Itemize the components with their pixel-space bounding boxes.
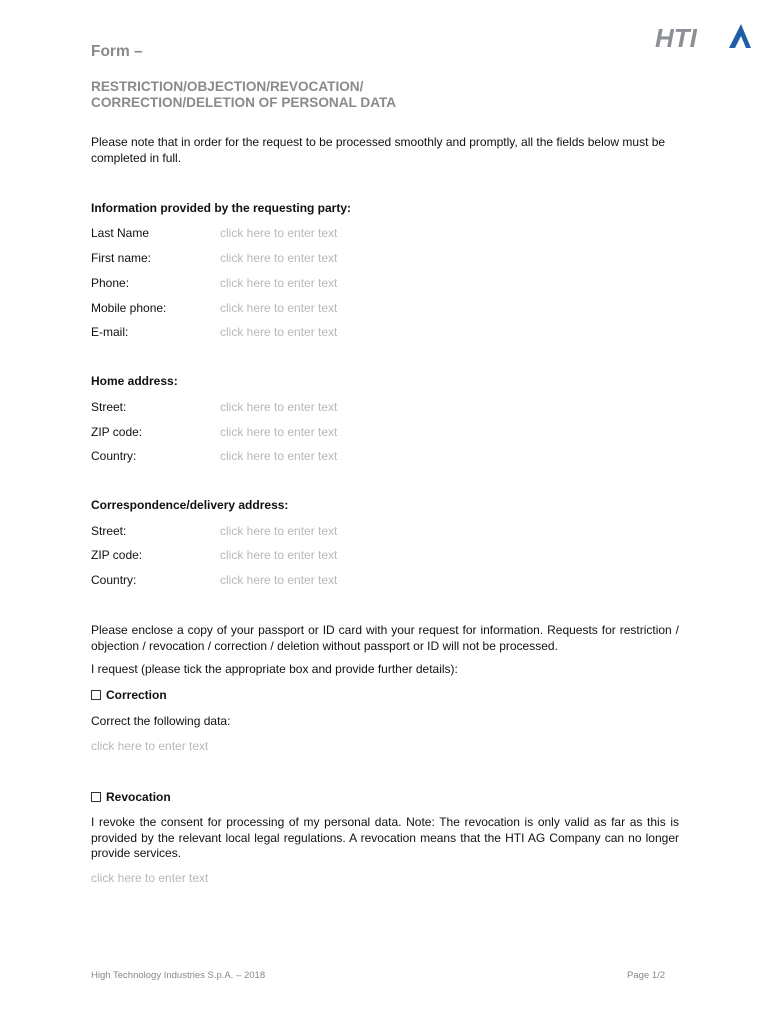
correspondence-address-heading: Correspondence/delivery address: [91,498,289,512]
home-street-label: Street: [91,400,127,414]
correspondence-country-input[interactable]: click here to enter text [220,573,338,587]
correction-details-input[interactable]: click here to enter text [91,739,209,753]
correspondence-country-label: Country: [91,573,137,587]
phone-label: Phone: [91,276,130,290]
correspondence-street-input[interactable]: click here to enter text [220,524,338,538]
correction-option[interactable] [91,688,167,702]
correspondence-street-label: Street: [91,524,127,538]
mobile-phone-input[interactable]: click here to enter text [220,301,338,315]
revocation-label: Revocation [106,790,171,804]
email-label: E-mail: [91,325,129,339]
home-zip-input[interactable]: click here to enter text [220,425,338,439]
home-address-heading: Home address: [91,374,178,388]
home-street-input[interactable]: click here to enter text [220,400,338,414]
logo-wordmark: HTI [655,23,697,52]
revocation-details-input[interactable]: click here to enter text [91,871,209,885]
phone-input[interactable]: click here to enter text [220,276,338,290]
enclose-id-note: Please enclose a copy of your passport or ID card with your request for information. Requests for restriction / objection / revocation / correction / deletion without passport or ID will not be processed. [91,623,679,653]
correction-label: Correction [106,688,167,702]
revocation-option[interactable] [91,790,171,804]
home-country-label: Country: [91,449,137,463]
home-country-input[interactable]: click here to enter text [220,449,338,463]
form-title [91,79,396,111]
footer-company: High Technology Industries S.p.A. – 2018 [91,970,266,981]
email-input[interactable]: click here to enter text [220,325,338,339]
first-name-input[interactable]: click here to enter text [220,251,338,265]
last-name-label: Last Name [91,226,150,240]
revocation-text: I revoke the consent for processing of my personal data. Note: The revocation is only valid as far as this is provided by the relevant local legal regulations. A revocation means that the HTI AG Company can no longer provide services. [91,815,679,860]
correction-text: Correct the following data: [91,714,231,728]
form-label: Form – [91,43,143,60]
revocation-checkbox[interactable] [91,792,101,802]
first-name-label: First name: [91,251,152,265]
form-title-line2: CORRECTION/DELETION OF PERSONAL DATA [91,95,397,110]
correspondence-zip-input[interactable]: click here to enter text [220,548,338,562]
mobile-phone-label: Mobile phone: [91,301,167,315]
correction-checkbox[interactable] [91,690,101,700]
correspondence-zip-label: ZIP code: [91,548,143,562]
intro-note: Please note that in order for the request to be processed smoothly and promptly, all the fields below must be completed in full. [91,135,666,165]
footer-page-number: Page 1/2 [627,970,666,981]
hti-logo [655,22,751,52]
form-title-line1: RESTRICTION/OBJECTION/REVOCATION/ [91,79,364,94]
request-instruction: I request (please tick the appropriate box and provide further details): [91,662,458,676]
home-zip-label: ZIP code: [91,425,143,439]
last-name-input[interactable]: click here to enter text [220,226,338,240]
requesting-party-heading: Information provided by the requesting party: [91,201,352,215]
